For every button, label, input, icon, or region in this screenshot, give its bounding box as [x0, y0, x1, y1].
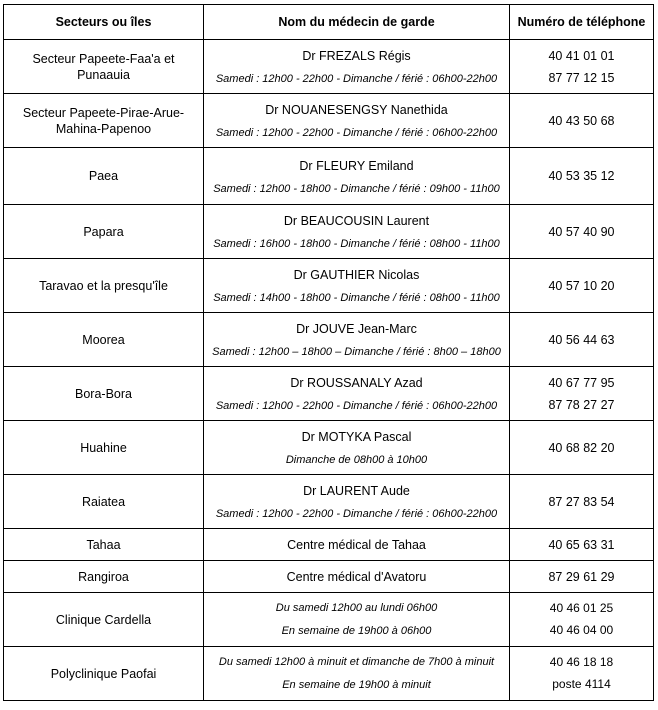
phone-number: 40 46 01 25	[549, 601, 614, 615]
phone-number: 40 56 44 63	[548, 332, 615, 347]
duty-hours: Dimanche de 08h00 à 10h00	[285, 454, 428, 466]
table-row	[4, 205, 654, 259]
doctor-name: Dr JOUVE Jean-Marc	[296, 322, 417, 336]
table-row	[4, 561, 654, 593]
phone-number: 87 29 61 29	[548, 569, 615, 584]
table-row	[4, 647, 654, 701]
sector-cell: Raiatea	[4, 475, 204, 529]
sector-cell: Rangiroa	[4, 561, 204, 593]
phone-cell	[510, 40, 654, 94]
phone-cell	[510, 421, 654, 475]
phone-cell	[510, 205, 654, 259]
phone-number: 40 57 40 90	[548, 224, 615, 239]
doctor-name: Dr LAURENT Aude	[303, 484, 410, 498]
duty-hours: Samedi : 12h00 – 18h00 – Dimanche / férié : 8h00 – 18h00	[212, 346, 501, 358]
phone-number: poste 4114	[552, 677, 611, 691]
doctor-cell	[204, 94, 510, 148]
sector-cell: Tahaa	[4, 529, 204, 561]
doctor-cell	[204, 313, 510, 367]
sector-cell: Secteur Papeete-Faa'a et Punaauia	[4, 40, 204, 94]
doctor-cell	[204, 205, 510, 259]
table-row	[4, 367, 654, 421]
doctor-cell	[204, 367, 510, 421]
doctor-cell	[204, 259, 510, 313]
table-row	[4, 475, 654, 529]
phone-cell	[510, 647, 654, 701]
table-row	[4, 148, 654, 205]
duty-hours: Samedi : 12h00 - 22h00 - Dimanche / férié : 06h00-22h00	[215, 400, 498, 412]
table-row	[4, 94, 654, 148]
table-row	[4, 529, 654, 561]
sector-cell: Polyclinique Paofai	[4, 647, 204, 701]
duty-hours: Samedi : 12h00 - 18h00 - Dimanche / férié : 09h00 - 11h00	[213, 182, 500, 195]
doctor-name: Dr GAUTHIER Nicolas	[293, 268, 420, 282]
doctor-name: Dr FREZALS Régis	[302, 49, 411, 63]
table-row	[4, 259, 654, 313]
duty-hours: Samedi : 12h00 - 22h00 - Dimanche / férié : 06h00-22h00	[215, 73, 498, 85]
phone-number: 87 77 12 15	[548, 70, 615, 85]
phone-cell	[510, 259, 654, 313]
doctor-cell	[204, 421, 510, 475]
phone-number: 40 41 01 01	[548, 48, 615, 63]
doctor-name: Dr MOTYKA Pascal	[301, 430, 412, 444]
table-row	[4, 421, 654, 475]
phone-number: 40 53 35 12	[548, 169, 615, 183]
header-sector: Secteurs ou îles	[4, 5, 204, 40]
doctor-name: Dr BEAUCOUSIN Laurent	[283, 214, 430, 228]
doctor-name: Dr ROUSSANALY Azad	[290, 376, 423, 390]
sector-cell: Taravao et la presqu'île	[4, 259, 204, 313]
phone-cell	[510, 593, 654, 647]
sector-cell: Secteur Papeete-Pirae-Arue-Mahina-Papenoo	[4, 94, 204, 148]
duty-hours: Du samedi 12h00 au lundi 06h00	[275, 602, 438, 614]
table-row	[4, 40, 654, 94]
doctor-cell: Centre médical d'Avatoru	[204, 561, 510, 593]
header-row	[4, 5, 654, 40]
phone-cell	[510, 561, 654, 593]
duty-hours: Samedi : 16h00 - 18h00 - Dimanche / férié : 08h00 - 11h00	[213, 238, 500, 250]
phone-cell	[510, 475, 654, 529]
phone-number: 40 46 04 00	[549, 623, 614, 637]
header-doctor: Nom du médecin de garde	[204, 5, 510, 40]
doctor-cell	[204, 40, 510, 94]
phone-number: 40 68 82 20	[548, 440, 615, 455]
sector-cell: Huahine	[4, 421, 204, 475]
doctor-cell	[204, 148, 510, 205]
phone-number: 40 43 50 68	[548, 113, 615, 128]
hours-cell	[204, 593, 510, 647]
doctor-name: Dr NOUANESENGSY Nanethida	[265, 103, 448, 117]
doctor-cell: Centre médical de Tahaa	[204, 529, 510, 561]
duty-hours: Samedi : 14h00 - 18h00 - Dimanche / férié : 08h00 - 11h00	[213, 292, 500, 304]
header-phone: Numéro de téléphone	[510, 5, 654, 40]
on-call-doctors-table	[3, 4, 654, 701]
doctor-cell	[204, 475, 510, 529]
sector-cell: Bora-Bora	[4, 367, 204, 421]
sector-cell: Paea	[4, 148, 204, 205]
phone-number: 40 46 18 18	[549, 655, 614, 669]
phone-cell	[510, 148, 654, 205]
sector-cell: Clinique Cardella	[4, 593, 204, 647]
phone-number: 87 27 83 54	[548, 494, 615, 509]
doctor-name: Dr FLEURY Emiland	[299, 158, 414, 173]
sector-cell: Moorea	[4, 313, 204, 367]
duty-hours: Samedi : 12h00 - 22h00 - Dimanche / férié : 06h00-22h00	[215, 508, 498, 520]
phone-cell	[510, 529, 654, 561]
duty-hours: En semaine de 19h00 à 06h00	[281, 625, 432, 637]
hours-cell	[204, 647, 510, 701]
phone-number: 40 65 63 31	[548, 537, 615, 552]
duty-hours: En semaine de 19h00 à minuit	[282, 679, 431, 691]
phone-cell	[510, 313, 654, 367]
table-row	[4, 313, 654, 367]
phone-number: 40 67 77 95	[548, 375, 615, 390]
phone-number: 87 78 27 27	[548, 397, 615, 412]
phone-number: 40 57 10 20	[548, 278, 615, 293]
duty-hours: Du samedi 12h00 à minuit et dimanche de 7h00 à minuit	[218, 656, 495, 668]
phone-cell	[510, 367, 654, 421]
sector-cell: Papara	[4, 205, 204, 259]
duty-hours: Samedi : 12h00 - 22h00 - Dimanche / férié : 06h00-22h00	[215, 127, 498, 139]
table-row	[4, 593, 654, 647]
phone-cell	[510, 94, 654, 148]
